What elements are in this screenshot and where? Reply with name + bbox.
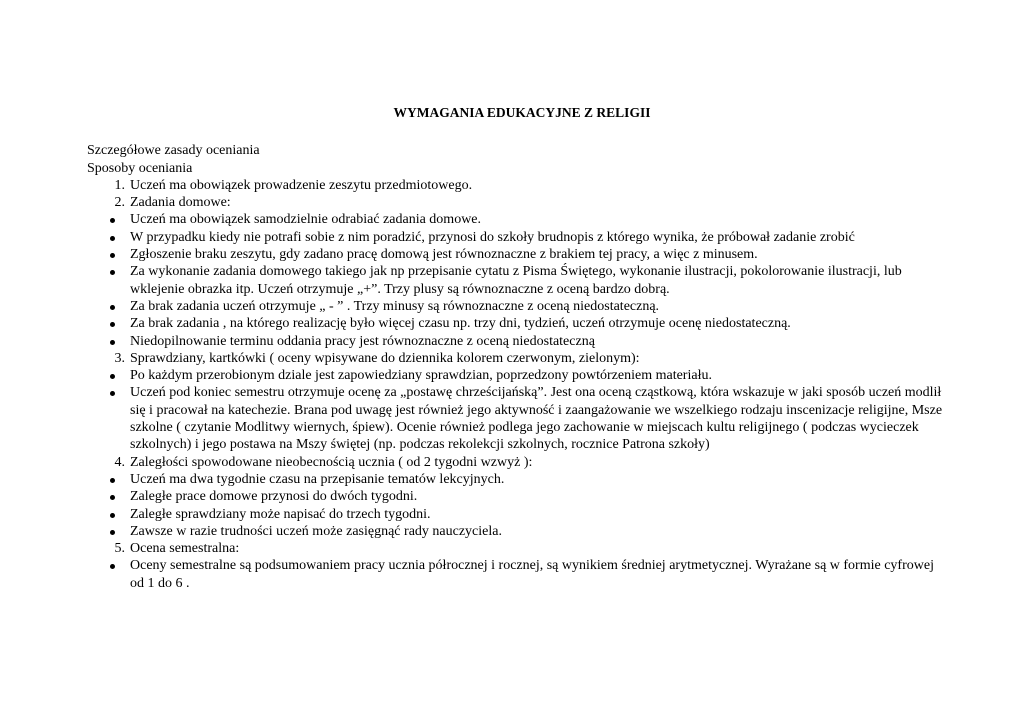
bullet-item bbox=[87, 246, 947, 263]
bullet-item bbox=[87, 333, 947, 350]
bullet-dot-icon bbox=[110, 478, 115, 483]
bullet-item bbox=[87, 263, 947, 298]
item-text: Zawsze w razie trudności uczeń może zasięgnąć rady nauczyciela. bbox=[130, 523, 502, 539]
bullet-dot-icon bbox=[110, 513, 115, 518]
intro-line-2: Sposoby oceniania bbox=[87, 160, 193, 176]
item-text: Zaległe sprawdziany może napisać do trzech tygodni. bbox=[130, 506, 431, 522]
item-number: 5. bbox=[114, 541, 125, 557]
item-text: Zadania domowe: bbox=[130, 195, 231, 211]
bullet-item bbox=[87, 211, 947, 228]
item-text: Oceny semestralne są podsumowaniem pracy ucznia półrocznej i rocznej, są wynikiem średniej arytmetycznej. Wyrażane są w formie cyfrowej od 1 do 6 . bbox=[130, 558, 934, 591]
item-text: Zaległe prace domowe przynosi do dwóch tygodni. bbox=[130, 489, 418, 505]
item-number: 3. bbox=[114, 350, 125, 366]
numbered-item bbox=[87, 454, 947, 471]
bullet-dot-icon bbox=[110, 564, 115, 569]
bullet-dot-icon bbox=[110, 270, 115, 275]
item-text: Za brak zadania uczeń otrzymuje „ - ” . Trzy minusy są równoznaczne z oceną niedostateczną. bbox=[130, 298, 660, 314]
item-number: 1. bbox=[114, 177, 125, 193]
item-text: W przypadku kiedy nie potrafi sobie z nim poradzić, przynosi do szkoły brudnopis z którego wynika, że próbował zadanie zrobić bbox=[130, 229, 855, 245]
numbered-item bbox=[87, 194, 947, 211]
document-page bbox=[87, 104, 947, 592]
bullet-item bbox=[87, 523, 947, 540]
bullet-item bbox=[87, 384, 947, 453]
numbered-item bbox=[87, 350, 947, 367]
item-text: Ocena semestralna: bbox=[130, 541, 240, 557]
bullet-dot-icon bbox=[110, 340, 115, 345]
item-text: Zaległości spowodowane nieobecnością ucznia ( od 2 tygodni wzwyż ): bbox=[130, 454, 533, 470]
bullet-item bbox=[87, 315, 947, 332]
item-text: Niedopilnowanie terminu oddania pracy jest równoznaczne z oceną niedostateczną bbox=[130, 333, 595, 349]
item-text: Zgłoszenie braku zeszytu, gdy zadano pracę domową jest równoznaczne z brakiem tej pracy, a więc z minusem. bbox=[130, 247, 758, 263]
bullet-item bbox=[87, 298, 947, 315]
item-text: Uczeń ma obowiązek samodzielnie odrabiać zadania domowe. bbox=[130, 212, 482, 228]
item-text: Za brak zadania , na którego realizację było więcej czasu np. trzy dni, tydzień, uczeń otrzymuje ocenę niedostateczną. bbox=[130, 316, 791, 332]
item-text: Uczeń ma obowiązek prowadzenie zeszytu przedmiotowego. bbox=[130, 177, 473, 193]
item-number: 2. bbox=[114, 195, 125, 211]
intro-line-1: Szczegółowe zasady oceniania bbox=[87, 143, 260, 159]
bullet-dot-icon bbox=[110, 322, 115, 327]
item-text: Po każdym przerobionym dziale jest zapowiedziany sprawdzian, poprzedzony powtórzeniem materiału. bbox=[130, 368, 712, 384]
bullet-dot-icon bbox=[110, 236, 115, 241]
bullet-dot-icon bbox=[110, 495, 115, 500]
bullet-dot-icon bbox=[110, 530, 115, 535]
bullet-dot-icon bbox=[110, 391, 115, 396]
bullet-item bbox=[87, 488, 947, 505]
bullet-item bbox=[87, 367, 947, 384]
bullet-dot-icon bbox=[110, 218, 115, 223]
bullet-item bbox=[87, 229, 947, 246]
numbered-item bbox=[87, 540, 947, 557]
item-text: Za wykonanie zadania domowego takiego jak np przepisanie cytatu z Pisma Świętego, wykonanie ilustracji, pokolorowanie ilustracji, lub wklejenie obrazka itp. Uczeń otrzymuje „+”. Trzy plusy są równoznaczne z oceną bardzo dobrą. bbox=[130, 264, 902, 297]
bullet-item bbox=[87, 471, 947, 488]
document-title: WYMAGANIA EDUKACYJNE Z RELIGII bbox=[393, 105, 651, 120]
item-number: 4. bbox=[114, 454, 125, 470]
item-text: Sprawdziany, kartkówki ( oceny wpisywane do dziennika kolorem czerwonym, zielonym): bbox=[130, 350, 640, 366]
bullet-dot-icon bbox=[110, 305, 115, 310]
bullet-item bbox=[87, 557, 947, 592]
numbered-item bbox=[87, 177, 947, 194]
bullet-dot-icon bbox=[110, 374, 115, 379]
item-text: Uczeń pod koniec semestru otrzymuje ocenę za „postawę chrześcijańską”. Jest ona oceną cząstkową, która wskazuje w jaki sposób uczeń modlił się i pracował na katechezie. Brana pod uwagę jest również jego aktywność i zaangażowanie we wszelkiego rodzaju inscenizacje religijne, Msze szkolne ( czytanie Modlitwy wiernych, śpiew). Ocenie również podlega jego zachowanie w miejscach kultu religijnego ( podczas wycieczek szkolnych) i jego postawa na Mszy świętej (np. podczas rekolekcji szkolnych, rocznice Patrona szkoły) bbox=[130, 385, 943, 453]
requirements-list bbox=[87, 177, 947, 592]
item-text: Uczeń ma dwa tygodnie czasu na przepisanie tematów lekcyjnych. bbox=[130, 471, 505, 487]
bullet-item bbox=[87, 506, 947, 523]
bullet-dot-icon bbox=[110, 253, 115, 258]
